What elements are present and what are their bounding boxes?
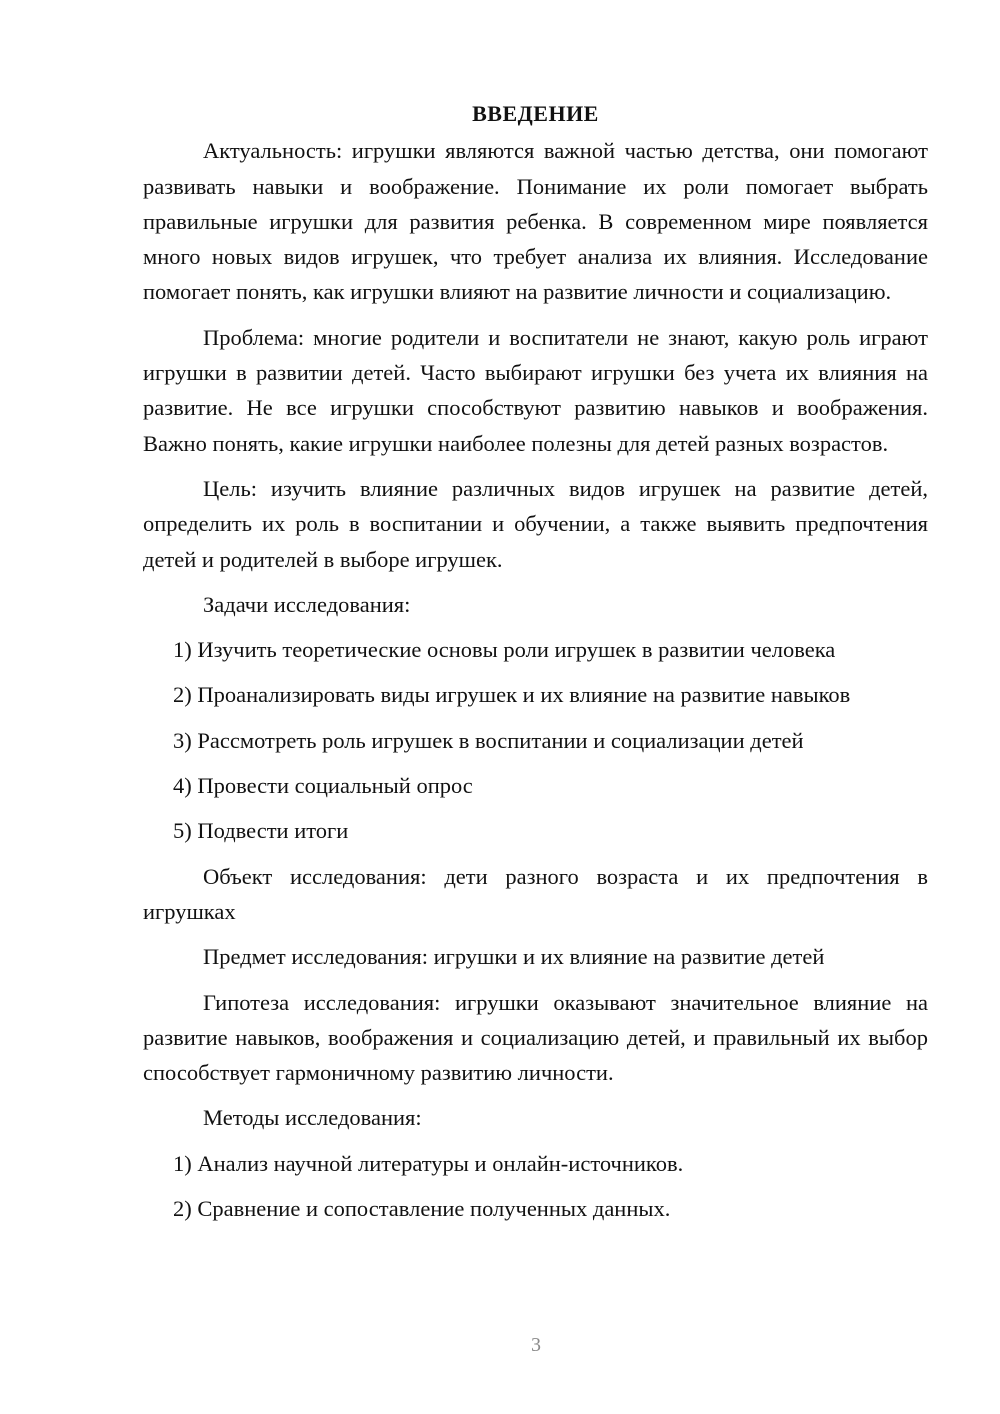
section-title: ВВЕДЕНИЕ: [472, 101, 599, 126]
methods-heading: Методы исследования:: [203, 1105, 422, 1131]
method-item: 1) Анализ научной литературы и онлайн-источников.: [173, 1150, 684, 1176]
subject-paragraph: Предмет исследования: игрушки и их влияние на развитие детей: [203, 944, 825, 970]
goal-paragraph: Цель: изучить влияние различных видов игрушек на развитие детей, определить их роль в воспитании и обучении, а также выявить предпочтения детей и родителей в выборе игрушек.: [143, 475, 928, 572]
task-item: 2) Проанализировать виды игрушек и их влияние на развитие навыков: [173, 682, 851, 708]
problem-paragraph: Проблема: многие родители и воспитатели не знают, какую роль играют игрушки в развитии детей. Часто выбирают игрушки без учета их влияния на развитие. Не все игрушки способствуют развитию навыков и воображения. Важно понять, какие игрушки наиболее полезны для детей разных возрастов.: [143, 324, 928, 456]
method-item: 2) Сравнение и сопоставление полученных данных.: [173, 1196, 671, 1222]
relevance-paragraph: Актуальность: игрушки являются важной частью детства, они помогают развивать навыки и воображение. Понимание их роли помогает выбрать правильные игрушки для развития ребенка. В современном мире появляется много новых видов игрушек, что требует анализа их влияния. Исследование помогает понять, как игрушки влияют на развитие личности и социализацию.: [143, 138, 928, 305]
tasks-heading: Задачи исследования:: [203, 591, 411, 617]
text-block: [143, 96, 928, 1236]
page-number: 3: [531, 1334, 541, 1356]
task-item: 1) Изучить теоретические основы роли игрушек в развитии человека: [173, 637, 836, 663]
task-item: 3) Рассмотреть роль игрушек в воспитании и социализации детей: [173, 727, 804, 753]
object-paragraph: Объект исследования: дети разного возраста и их предпочтения в игрушках: [143, 863, 928, 924]
task-item: 4) Провести социальный опрос: [173, 773, 473, 799]
hypothesis-paragraph: Гипотеза исследования: игрушки оказывают значительное влияние на развитие навыков, воображения и социализацию детей, и правильный их выбор способствует гармоничному развитию личности.: [143, 989, 928, 1086]
task-item: 5) Подвести итоги: [173, 818, 349, 844]
